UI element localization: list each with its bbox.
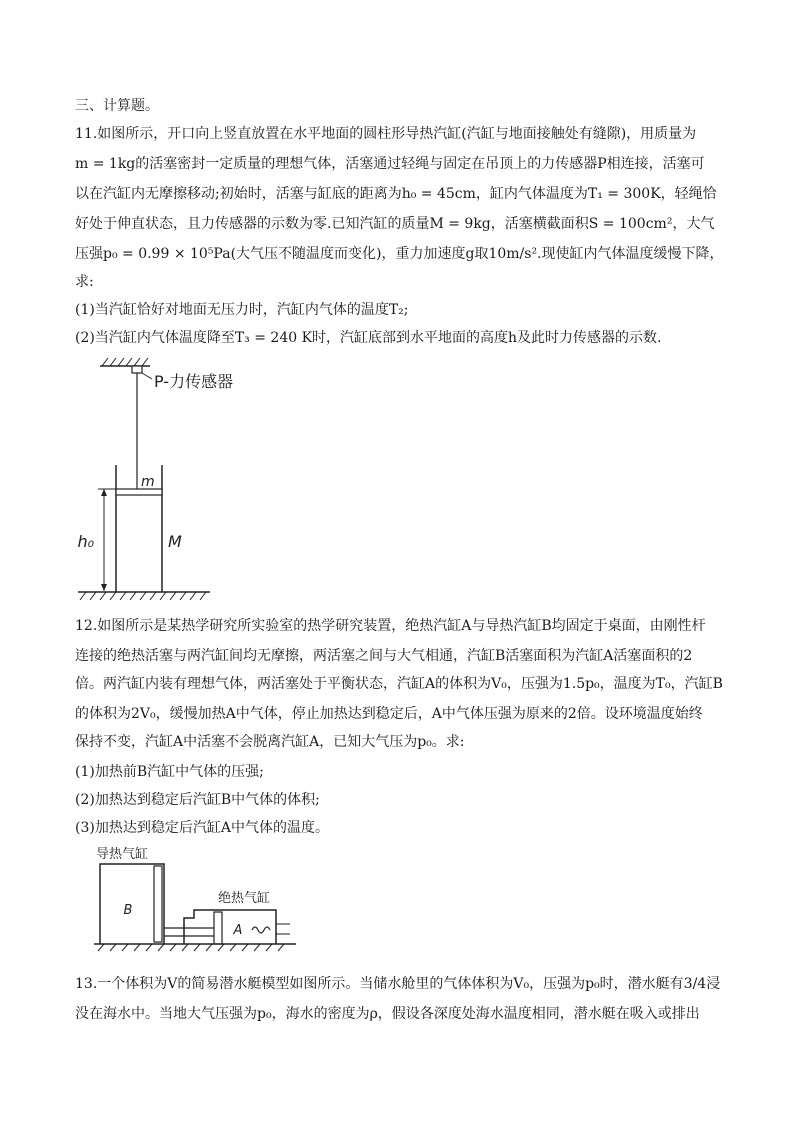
piston-mass-label: m (141, 474, 155, 490)
height-arrow-down (101, 584, 107, 591)
q12-line-4: 的体积为2V₀，缓慢加热A中气体，停止加热达到稳定后，A中气体压强为原来的2倍。设环境温度始终 (75, 706, 703, 722)
q11-figure (70, 352, 290, 607)
piston-a (214, 912, 222, 944)
q12-line-1: 12.如图所示是某热学研究所实验室的热学研究装置，绝热汽缸A与导热汽缸B均固定于桌面，由刚性杆 (75, 618, 706, 634)
q11-line-6: 求: (75, 274, 94, 290)
q11-line-4: 好处于伸直状态，且力传感器的示数为零.已知汽缸的质量M = 9kg，活塞横截面积S = 100cm²，大气 (75, 216, 715, 232)
piston (116, 489, 162, 495)
height-label: h₀ (77, 532, 94, 551)
label-b: B (123, 903, 133, 918)
q12-line-7: (2)加热达到稳定后汽缸B中气体的体积; (75, 792, 320, 808)
ground-hatch (80, 592, 206, 600)
sensor-label: P-力传感器 (154, 372, 234, 391)
q11-line-3: 以在汽缸内无摩擦移动;初始时，活塞与缸底的距离为h₀ = 45cm，缸内气体温度为T₁ = 300K，轻绳恰 (75, 186, 717, 202)
sensor-pointer (142, 373, 152, 379)
q11-line-8: (2)当汽缸内气体温度降至T₃ = 240 K时，汽缸底部到水平地面的高度h及此时力传感器的示数. (75, 330, 662, 346)
q13-line-2: 没在海水中。当地大气压强为p₀，海水的密度为ρ，假设各深度处海水温度相同，潜水艇在吸入或排出 (75, 1006, 700, 1022)
q12-line-5: 保持不变，汽缸A中活塞不会脱离汽缸A，已知大气压为p₀。求: (75, 734, 465, 750)
q13-line-1: 13.一个体积为V的简易潜水艇模型如图所示。当储水舱里的气体体积为V₀，压强为p₀时，潜水艇有3/4浸 (75, 976, 721, 992)
table-hatch (98, 944, 284, 951)
heater-coil (252, 927, 270, 933)
label-a: A (233, 923, 243, 938)
cylinder-a (184, 910, 276, 944)
insulated-cylinder-label: 绝热气缸 (218, 891, 271, 906)
piston-b (154, 866, 162, 942)
q11-line-1: 11.如图所示，开口向上竖直放置在水平地面的圆柱形导热汽缸(汽缸与地面接触处有缝隙)，用质量为 (75, 126, 697, 142)
q11-line-2: m = 1kg的活塞密封一定质量的理想气体，活塞通过轻绳与固定在吊顶上的力传感器P相连接，活塞可 (75, 156, 705, 172)
q12-line-8: (3)加热达到稳定后汽缸A中气体的温度。 (75, 820, 329, 836)
conducting-cylinder-label: 导热气缸 (96, 847, 149, 862)
q12-figure (90, 842, 320, 954)
cylinder-mass-label: M (168, 532, 182, 551)
q12-line-2: 连接的绝热活塞与两汽缸间均无摩擦，两活塞之间与大气相通，汽缸B活塞面积为汽缸A活塞面积的2 (75, 648, 693, 664)
q12-line-3: 倍。两汽缸内装有理想气体，两活塞处于平衡状态，汽缸A的体积为V₀，压强为1.5p₀，温度为T₀，汽缸B (75, 676, 723, 692)
q11-line-5: 压强p₀ = 0.99 × 10⁵Pa(大气压不随温度而变化)，重力加速度g取10m/s².现使缸内气体温度缓慢下降， (75, 246, 724, 262)
height-arrow-up (101, 489, 107, 496)
section-heading: 三、计算题。 (75, 98, 159, 114)
q12-line-6: (1)加热前B汽缸中气体的压强; (75, 764, 264, 780)
force-sensor-box (132, 366, 142, 373)
ceiling-hatch (102, 358, 148, 366)
q11-line-7: (1)当汽缸恰好对地面无压力时，汽缸内气体的温度T₂; (75, 302, 409, 318)
